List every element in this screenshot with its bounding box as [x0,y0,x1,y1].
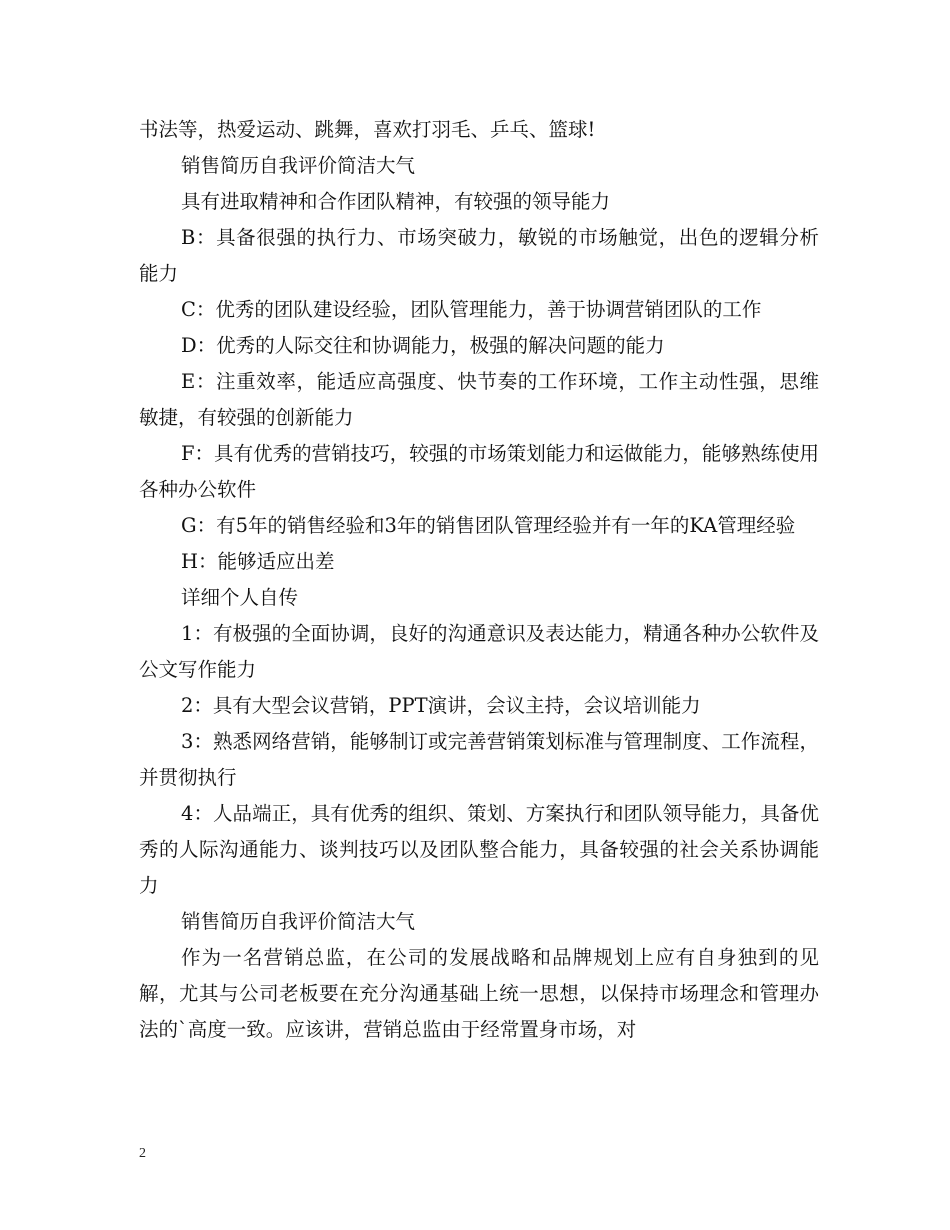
heading-autobiography: 详细个人自传 [181,586,299,609]
paragraph-item-d: D：优秀的人际交往和协调能力，极强的解决问题的能力 [181,334,665,357]
paragraph-point-4: 4：人品端正，具有优秀的组织、策划、方案执行和团队领导能力，具备优秀的人际沟通能力、谈判技巧以及团队整合能力，具备较强的社会关系协调能力 [139,802,819,897]
paragraph-item-f: F：具有优秀的营销技巧，较强的市场策划能力和运做能力，能够熟练使用各种办公软件 [139,442,819,501]
page-number: 2 [139,1146,146,1161]
paragraph-item-e: E：注重效率，能适应高强度、快节奏的工作环境，工作主动性强，思维敏捷，有较强的创新能力 [139,370,819,429]
paragraph-point-3: 3：熟悉网络营销，能够制订或完善营销策划标准与管理制度、工作流程，并贯彻执行 [139,730,819,789]
paragraph-item-g: G：有5年的销售经验和3年的销售团队管理经验并有一年的KA管理经验 [181,514,796,537]
heading-self-evaluation-repeat: 销售简历自我评价简洁大气 [181,910,416,933]
paragraph-item-c: C：优秀的团队建设经验，团队管理能力，善于协调营销团队的工作 [181,298,762,321]
paragraph-item-a: 具有进取精神和合作团队精神，有较强的领导能力 [181,190,611,213]
heading-self-evaluation: 销售简历自我评价简洁大气 [181,154,416,177]
document-body [139,112,819,1048]
paragraph-hobbies: 书法等，热爱运动、跳舞，喜欢打羽毛、乒乓、篮球! [139,118,596,141]
paragraph-item-b: B：具备很强的执行力、市场突破力，敏锐的市场触觉，出色的逻辑分析能力 [139,226,819,285]
paragraph-point-2: 2：具有大型会议营销，PPT演讲，会议主持，会议培训能力 [181,694,701,717]
paragraph-item-h: H：能够适应出差 [181,550,335,573]
paragraph-marketing-director: 作为一名营销总监，在公司的发展战略和品牌规划上应有自身独到的见解，尤其与公司老板要在充分沟通基础上统一思想，以保持市场理念和管理办法的`高度一致。应该讲，营销总监由于经常置身市场，对 [139,946,819,1041]
paragraph-point-1: 1：有极强的全面协调，良好的沟通意识及表达能力，精通各种办公软件及公文写作能力 [139,622,819,681]
